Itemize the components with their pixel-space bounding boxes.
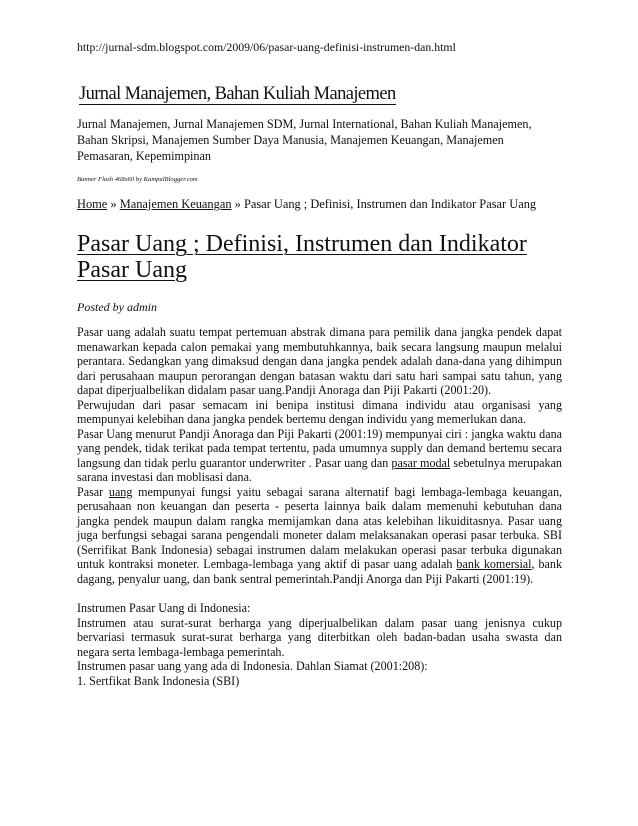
- site-title[interactable]: Jurnal Manajemen, Bahan Kuliah Manajemen: [79, 84, 396, 104]
- post-title[interactable]: [77, 231, 562, 283]
- section-heading: Instrumen Pasar Uang di Indonesia:: [77, 601, 251, 615]
- uang-link[interactable]: uang: [108, 484, 133, 499]
- breadcrumb-home-link[interactable]: Home: [77, 197, 108, 211]
- post-body: [77, 325, 562, 688]
- paragraph-text: , bank dagang, penyalur uang, dan bank sentral pemerintah.Pandji Anorga dan Piji Pakarti (2001:19).: [77, 557, 562, 586]
- paragraph-text: sebetulnya merupakan sarana investasi dan moblisasi dana.: [77, 455, 562, 484]
- paragraph: [77, 485, 562, 587]
- banner-credit: Banner Flash 468x60 by KampulBlogger.com: [77, 176, 198, 183]
- list-item: 1. Sertfikat Bank Indonesia (SBI): [77, 673, 240, 688]
- bank-komersial-link[interactable]: bank komersial: [456, 557, 532, 571]
- paragraph: Instrumen atau surat-surat berharga yang diperjualbelikan dalam pasar uang jenisnya cukup bervariasi termasuk surat-surat berharga yang diterbitkan oleh badan-badan usaha swasta dan negara serta lembaga-lembaga pemerintah.: [77, 615, 562, 659]
- paragraph-text: mempunyai fungsi yaitu sebagai sarana alternatif bagi lembaga-lembaga keuangan, perusahaan non keuangan dan peserta - peserta lainnya baik dalam memenuhi kebutuhan dana jangka pendek maupun dalam rangka memijamkan dana atas kelebihan likuiditasnya. Pasar uang juga berfungsi sebagai sarana pengendali moneter dalam melaksanakan operasi pasar terbuka. SBI (Serrifikat Bank Indonesia) sebagai instrumen dalam melakukan operasi pasar terbuka digunakan untuk kontraksi moneter. Lembaga-lembaga yang aktif di pasar uang adalah: [77, 484, 563, 571]
- post-author: Posted by admin: [77, 300, 157, 314]
- paragraph: Pasar uang adalah suatu tempat pertemuan abstrak dimana para pemilik dana jangka pendek dapat menawarkan kepada calon pemakai yang membutuhkannya, baik secara langsung maupun melalui perantara. Sedangkan yang dimaksud dengan dana jangka pendek adalah dana-dana yang dihimpun dari perusahaan maupun perorangan dengan batasan waktu dari satu hari sampai satu tahun, yang dapat diperjualbelikan didalam pasar uang.Pandji Anoraga dan Piji Pakarti (2001:20).: [77, 325, 562, 397]
- breadcrumb-current: Pasar Uang ; Definisi, Instrumen dan Indikator Pasar Uang: [243, 197, 537, 211]
- paragraph-text: Pasar: [77, 484, 109, 499]
- site-description: Jurnal Manajemen, Jurnal Manajemen SDM, Jurnal International, Bahan Kuliah Manajemen, Bahan Skripsi, Manajemen Sumber Daya Manusia, Manajemen Keuangan, Manajemen Pemasaran, Kepemimpinan: [77, 117, 532, 163]
- post-title-link[interactable]: Pasar Uang ; Definisi, Instrumen dan Indikator Pasar Uang: [77, 231, 527, 283]
- page-url: http://jurnal-sdm.blogspot.com/2009/06/pasar-uang-definisi-instrumen-dan.html: [77, 40, 456, 54]
- paragraph: Instrumen pasar uang yang ada di Indonesia. Dahlan Siamat (2001:208):: [77, 659, 428, 673]
- pasar-modal-link[interactable]: pasar modal: [391, 455, 451, 470]
- breadcrumb: [77, 197, 536, 212]
- paragraph-text: Pasar Uang menurut Pandji Anoraga dan Piji Pakarti (2001:19) mempunyai ciri : jangka waktu dana yang pendek, tidak terikat pada tempat tertentu, pada umumnya supply dan demand bertemu secara langsung dan tidak perlu guarantor underwriter . Pasar uang dan: [77, 426, 562, 470]
- breadcrumb-separator: »: [234, 197, 241, 211]
- paragraph: [77, 427, 562, 485]
- paragraph: Perwujudan dari pasar semacam ini benipa institusi dimana individu atau organisasi yang mempunyai kelebihan dana jangka pendek bertemu dengan individu yang memerlukan dana.: [77, 397, 562, 426]
- breadcrumb-separator: »: [110, 197, 117, 211]
- breadcrumb-category-link[interactable]: Manajemen Keuangan: [119, 197, 232, 211]
